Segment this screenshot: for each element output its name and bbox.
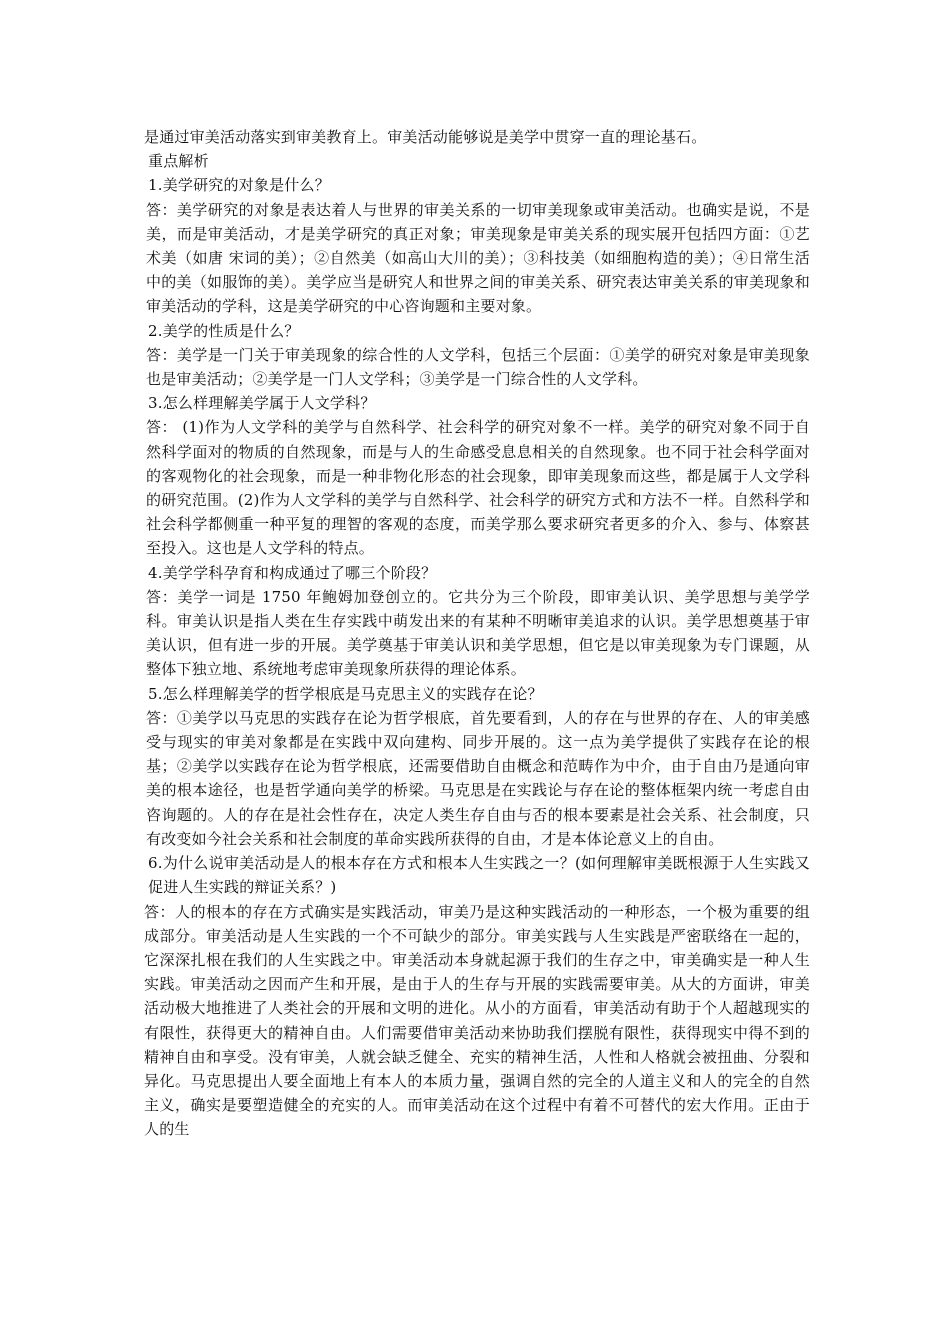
answer-2: 答：美学是一门关于审美现象的综合性的人文学科，包括三个层面：①美学的研究对象是审美现象也是审美活动；②美学是一门人文学科；③美学是一门综合性的人文学科。 — [146, 345, 810, 389]
answer-3: 答： (1)作为人文学科的美学与自然科学、社会科学的研究对象不一样。美学的研究对象不同于自然科学面对的物质的自然现象，而是与人的生命感受息息相关的自然现象。也不同于社会科学面对的客观物化的社会现象，而是一种非物化形态的社会现象，即审美现象而这些，都是属于人文学科的研究范围。(2)作为人文学科的美学与自然科学、社会科学的研究方式和方法不一样。自然科学和社会科学都侧重一种平复的理智的客观的态度，而美学那么要求研究者更多的介入、参与、体察甚至投入。这也是人文学科的特点。 — [146, 418, 810, 558]
document-body — [144, 125, 810, 1142]
question-1: 1.美学研究的对象是什么？ — [148, 176, 330, 195]
answer-5: 答：①美学以马克思的实践存在论为哲学根底，首先要看到，人的存在与世界的存在、人的审美感受与现实的审美对象都是在实践中双向建构、同步开展的。这一点为美学提供了实践存在论的根基；②美学以实践存在论为哲学根底，还需要借助自由概念和范畴作为中介，由于自由乃是通向审美的根本途径，也是哲学通向美学的桥梁。马克思是在实践论与存在论的整体框架内统一考虑自由咨询题的。人的存在是社会性存在，决定人类生存自由与否的根本要素是社会关系、社会制度，只有改变如今社会关系和社会制度的革命实践所获得的自由，才是本体论意义上的自由。 — [146, 708, 810, 848]
question-4: 4.美学学科孕育和构成通过了哪三个阶段？ — [148, 563, 437, 582]
question-5: 5.怎么样理解美学的哲学根底是马克思主义的实践存在论？ — [148, 684, 543, 703]
paragraph-intro: 是通过审美活动落实到审美教育上。审美活动能够说是美学中贯穿一直的理论基石。 — [144, 128, 707, 146]
answer-4: 答：美学一词是 1750 年鲍姆加登创立的。它共分为三个阶段，即审美认识、美学思想与美学学科。审美认识是指人类在生存实践中萌发出来的有某种不明晰审美追求的认识。美学思想奠基于审美认识，但有进一步的开展。美学奠基于审美认识和美学思想，但它是以审美现象为专门课题，从整体下独立地、系统地考虑审美现象所获得的理论体系。 — [146, 587, 810, 679]
answer-6: 答：人的根本的存在方式确实是实践活动，审美乃是这种实践活动的一种形态，一个极为重要的组成部分。审美活动是人生实践的一个不可缺少的部分。审美实践与人生实践是严密联络在一起的，它深深扎根在我们的人生实践之中。审美活动本身就起源于我们的生存之中，审美确实是一种人生实践。审美活动之因而产生和开展，是由于人的生存与开展的实践需要审美。从大的方面讲，审美活动极大地推进了人类社会的开展和文明的进化。从小的方面看，审美活动有助于个人超越现实的有限性，获得更大的精神自由。人们需要借审美活动来协助我们摆脱有限性，获得现实中得不到的精神自由和享受。没有审美，人就会缺乏健全、充实的精神生活，人性和人格就会被扭曲、分裂和异化。马克思提出人要全面地上有本人的本质力量，强调自然的完全的人道主义和人的完全的自然主义，确实是要塑造健全的充实的人。而审美活动在这个过程中有着不可替代的宏大作用。正由于人的生 — [144, 902, 810, 1139]
question-6: 6.为什么说审美活动是人的根本存在方式和根本人生实践之一？(如何理解审美既根源于人生实践又促进人生实践的辩证关系？) — [148, 854, 810, 897]
question-2: 2.美学的性质是什么？ — [148, 321, 300, 340]
section-heading: 重点解析 — [148, 152, 209, 171]
answer-1: 答：美学研究的对象是表达着人与世界的审美关系的一切审美现象或审美活动。也确实是说，不是美，而是审美活动，才是美学研究的真正对象；审美现象是审美关系的现实展开包括四方面：①艺术美（如唐 宋词的美）；②自然美（如高山大川的美）；③科技美（如细胞构造的美）；④日常生活中的美（如服饰的美）。美学应当是研究人和世界之间的审美关系、研究表达审美关系的审美现象和审美活动的学科，这是美学研究的中心咨询题和主要对象。 — [146, 200, 810, 316]
question-3: 3.怎么样理解美学属于人文学科？ — [148, 394, 376, 413]
